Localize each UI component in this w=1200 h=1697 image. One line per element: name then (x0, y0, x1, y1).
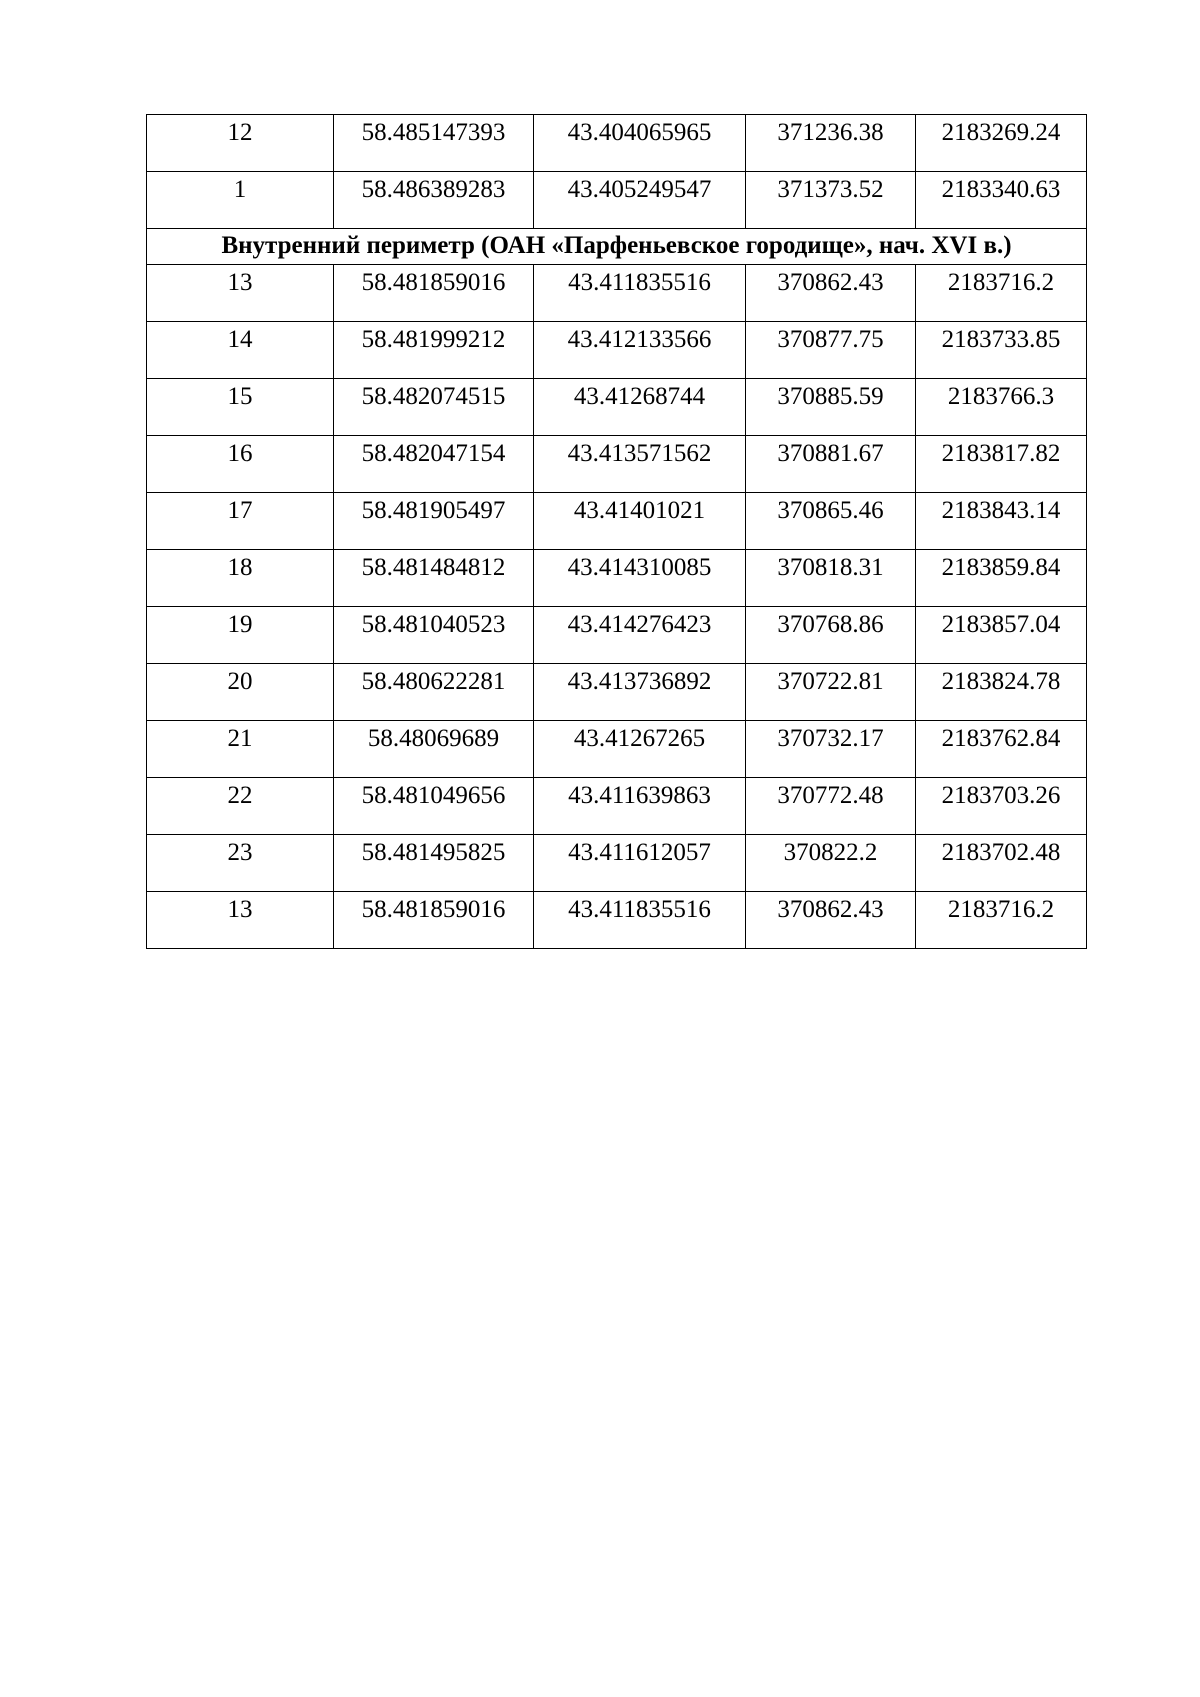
latitude-cell: 58.482074515 (334, 379, 534, 436)
point-number-cell: 17 (147, 493, 334, 550)
x-coordinate-cell: 370885.59 (746, 379, 916, 436)
x-coordinate-cell: 370881.67 (746, 436, 916, 493)
latitude-cell: 58.482047154 (334, 436, 534, 493)
table-row (147, 892, 1087, 949)
y-coordinate-cell: 2183716.2 (916, 892, 1087, 949)
longitude-cell: 43.41267265 (534, 721, 746, 778)
latitude-cell: 58.481905497 (334, 493, 534, 550)
longitude-cell: 43.414276423 (534, 607, 746, 664)
longitude-cell: 43.41268744 (534, 379, 746, 436)
y-coordinate-cell: 2183859.84 (916, 550, 1087, 607)
y-coordinate-cell: 2183817.82 (916, 436, 1087, 493)
latitude-cell: 58.481040523 (334, 607, 534, 664)
x-coordinate-cell: 371236.38 (746, 115, 916, 172)
longitude-cell: 43.41401021 (534, 493, 746, 550)
x-coordinate-cell: 370862.43 (746, 265, 916, 322)
longitude-cell: 43.412133566 (534, 322, 746, 379)
latitude-cell: 58.481495825 (334, 835, 534, 892)
y-coordinate-cell: 2183733.85 (916, 322, 1087, 379)
x-coordinate-cell: 370865.46 (746, 493, 916, 550)
x-coordinate-cell: 370768.86 (746, 607, 916, 664)
x-coordinate-cell: 371373.52 (746, 172, 916, 229)
longitude-cell: 43.411612057 (534, 835, 746, 892)
latitude-cell: 58.481049656 (334, 778, 534, 835)
table-row (147, 664, 1087, 721)
y-coordinate-cell: 2183269.24 (916, 115, 1087, 172)
y-coordinate-cell: 2183766.3 (916, 379, 1087, 436)
longitude-cell: 43.414310085 (534, 550, 746, 607)
x-coordinate-cell: 370722.81 (746, 664, 916, 721)
latitude-cell: 58.485147393 (334, 115, 534, 172)
x-coordinate-cell: 370877.75 (746, 322, 916, 379)
point-number-cell: 1 (147, 172, 334, 229)
point-number-cell: 15 (147, 379, 334, 436)
table-row (147, 550, 1087, 607)
latitude-cell: 58.481484812 (334, 550, 534, 607)
x-coordinate-cell: 370822.2 (746, 835, 916, 892)
x-coordinate-cell: 370818.31 (746, 550, 916, 607)
table-row (147, 115, 1087, 172)
point-number-cell: 20 (147, 664, 334, 721)
y-coordinate-cell: 2183857.04 (916, 607, 1087, 664)
latitude-cell: 58.481999212 (334, 322, 534, 379)
table-row (147, 778, 1087, 835)
point-number-cell: 13 (147, 265, 334, 322)
table-row (147, 265, 1087, 322)
latitude-cell: 58.486389283 (334, 172, 534, 229)
longitude-cell: 43.411835516 (534, 265, 746, 322)
y-coordinate-cell: 2183843.14 (916, 493, 1087, 550)
point-number-cell: 18 (147, 550, 334, 607)
y-coordinate-cell: 2183762.84 (916, 721, 1087, 778)
longitude-cell: 43.404065965 (534, 115, 746, 172)
latitude-cell: 58.481859016 (334, 892, 534, 949)
longitude-cell: 43.411835516 (534, 892, 746, 949)
latitude-cell: 58.481859016 (334, 265, 534, 322)
x-coordinate-cell: 370732.17 (746, 721, 916, 778)
table-row (147, 493, 1087, 550)
table-row (147, 172, 1087, 229)
table-row (147, 607, 1087, 664)
point-number-cell: 19 (147, 607, 334, 664)
coordinates-table-body (147, 115, 1087, 949)
table-row (147, 436, 1087, 493)
point-number-cell: 22 (147, 778, 334, 835)
table-row (147, 322, 1087, 379)
table-row (147, 379, 1087, 436)
table-row (147, 835, 1087, 892)
point-number-cell: 13 (147, 892, 334, 949)
coordinates-table (146, 114, 1087, 949)
point-number-cell: 12 (147, 115, 334, 172)
y-coordinate-cell: 2183716.2 (916, 265, 1087, 322)
section-title: Внутренний периметр (ОАН «Парфеньевское городище», нач. XVI в.) (147, 229, 1087, 265)
longitude-cell: 43.405249547 (534, 172, 746, 229)
point-number-cell: 23 (147, 835, 334, 892)
x-coordinate-cell: 370772.48 (746, 778, 916, 835)
point-number-cell: 21 (147, 721, 334, 778)
latitude-cell: 58.480622281 (334, 664, 534, 721)
longitude-cell: 43.413736892 (534, 664, 746, 721)
y-coordinate-cell: 2183703.26 (916, 778, 1087, 835)
section-header-row (147, 229, 1087, 265)
table-row (147, 721, 1087, 778)
y-coordinate-cell: 2183702.48 (916, 835, 1087, 892)
longitude-cell: 43.411639863 (534, 778, 746, 835)
y-coordinate-cell: 2183824.78 (916, 664, 1087, 721)
point-number-cell: 16 (147, 436, 334, 493)
y-coordinate-cell: 2183340.63 (916, 172, 1087, 229)
point-number-cell: 14 (147, 322, 334, 379)
longitude-cell: 43.413571562 (534, 436, 746, 493)
latitude-cell: 58.48069689 (334, 721, 534, 778)
x-coordinate-cell: 370862.43 (746, 892, 916, 949)
